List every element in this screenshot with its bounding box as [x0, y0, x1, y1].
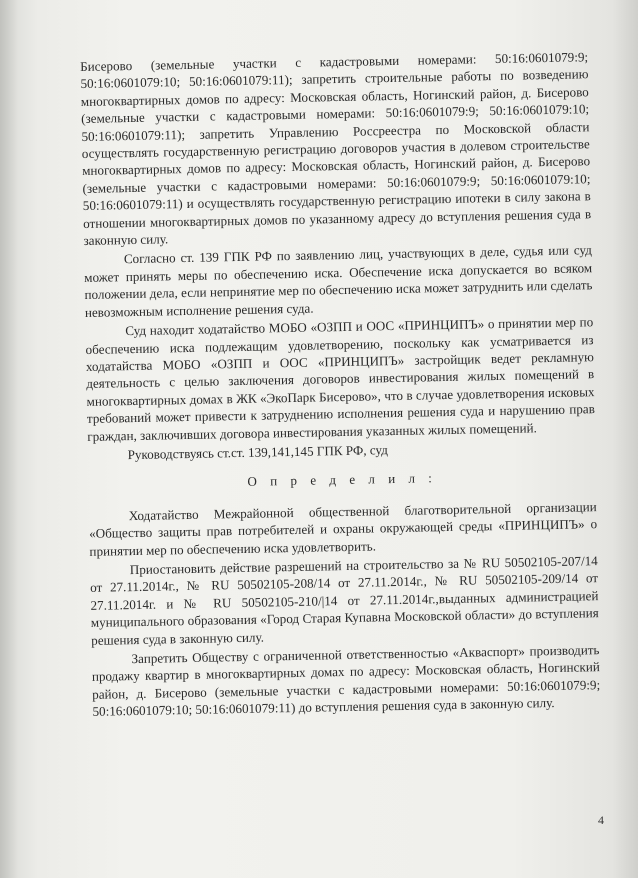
scan-shadow	[0, 0, 18, 878]
paragraph-legal-basis: Согласно ст. 139 ГПК РФ по заявлению лиц, участвующих в деле, судья или суд может принять меры по обеспечению иска. Обеспечение иска допускается во всяком положении дела, если непринятие мер по обеспечению иска может затруднить или сделать невозможным исполнение решения суда.	[84, 242, 593, 320]
page-number: 4	[598, 813, 604, 827]
document-body	[80, 48, 601, 720]
paragraph-guided-by: Руководствуясь ст.ст. 139,141,145 ГПК РФ, суд	[127, 442, 388, 463]
paragraph-court-finding: Суд находит ходатайство МОБО «ОЗПП и ООС «ПРИНЦИПЪ» о принятии мер по обеспечению иска подлежащим удовлетворению, поскольку как усматривается из ходатайства МОБО «ОЗПП и ООС «ПРИНЦИПЪ» застройщик ведет рекламную деятельность с целью заключения договоров инвестирования жилых помещений в многоквартирных домах в ЖК «ЭкоПарк Бисерово», что в случае удовлетворения исковых требований может привести к затруднению исполнения решения суда и нарушению прав граждан, заключивших договора инвестирования указанных жилых помещений.	[85, 314, 595, 444]
paragraph-continuation: Бисерово (земельные участки с кадастровыми номерами: 50:16:0601079:9; 50:16:0601079:10; 50:16:0601079:11); запретить строительные работы по возведению многоквартирных домов по адресу: Московская область, Ногинский район, д. Бисерово (земельные участки с кадастровыми номерами: 50:16:0601079:9; 50:16:0601079:10; 50:16:0601079:11); запретить Управлению Россреестра по Московской области осуществлять государственную регистрацию договоров участия в долевом строительстве многоквартирных домов по адресу: Московская область, Ногинский район, д. Бисерово (земельные участки с кадастровыми номерами: 50:16:0601079:9; 50:16:0601079:10; 50:16:0601079:11) и осуществлять государственную регистрацию ипотеки в силу закона в отношении многоквартирных домов по указанному адресу до вступления решения суда в законную силу.	[80, 49, 592, 249]
section-heading: О п р е д е л и л :	[247, 470, 438, 490]
ruling-item-prohibit: Запретить Обществу с ограниченной ответственностью «Акваспорт» производить продажу квартир в многоквартирных домах по адресу: Московская область, Ногинский район, д. Бисерово (земельные участки с кадастровыми номерами: 50:16:0601079:9; 50:16:0601079:10; 50:16:0601079:11) до вступления решения суда в законную силу.	[91, 642, 601, 720]
ruling-item-satisfy: Ходатайство Межрайонной общественной благотворительной организации «Общество защиты прав потребителей и охраны окружающей среды «ПРИНЦИПЪ» о принятии мер по обеспечению иска удовлетворить.	[88, 498, 598, 559]
ruling-item-suspend: Приостановить действие разрешений на строительство за № RU 50502105-207/14 от 27.11.2014г., № RU 50502105-208/14 от 27.11.2014г., № RU 50502105-209/14 от 27.11.2014г. и № RU 50502105-210/|14 от 27.11.2014г.,выданных администрацией муниципального образования «Город Старая Купавна Московской области» до вступления решения суда в законную силу.	[90, 553, 599, 648]
